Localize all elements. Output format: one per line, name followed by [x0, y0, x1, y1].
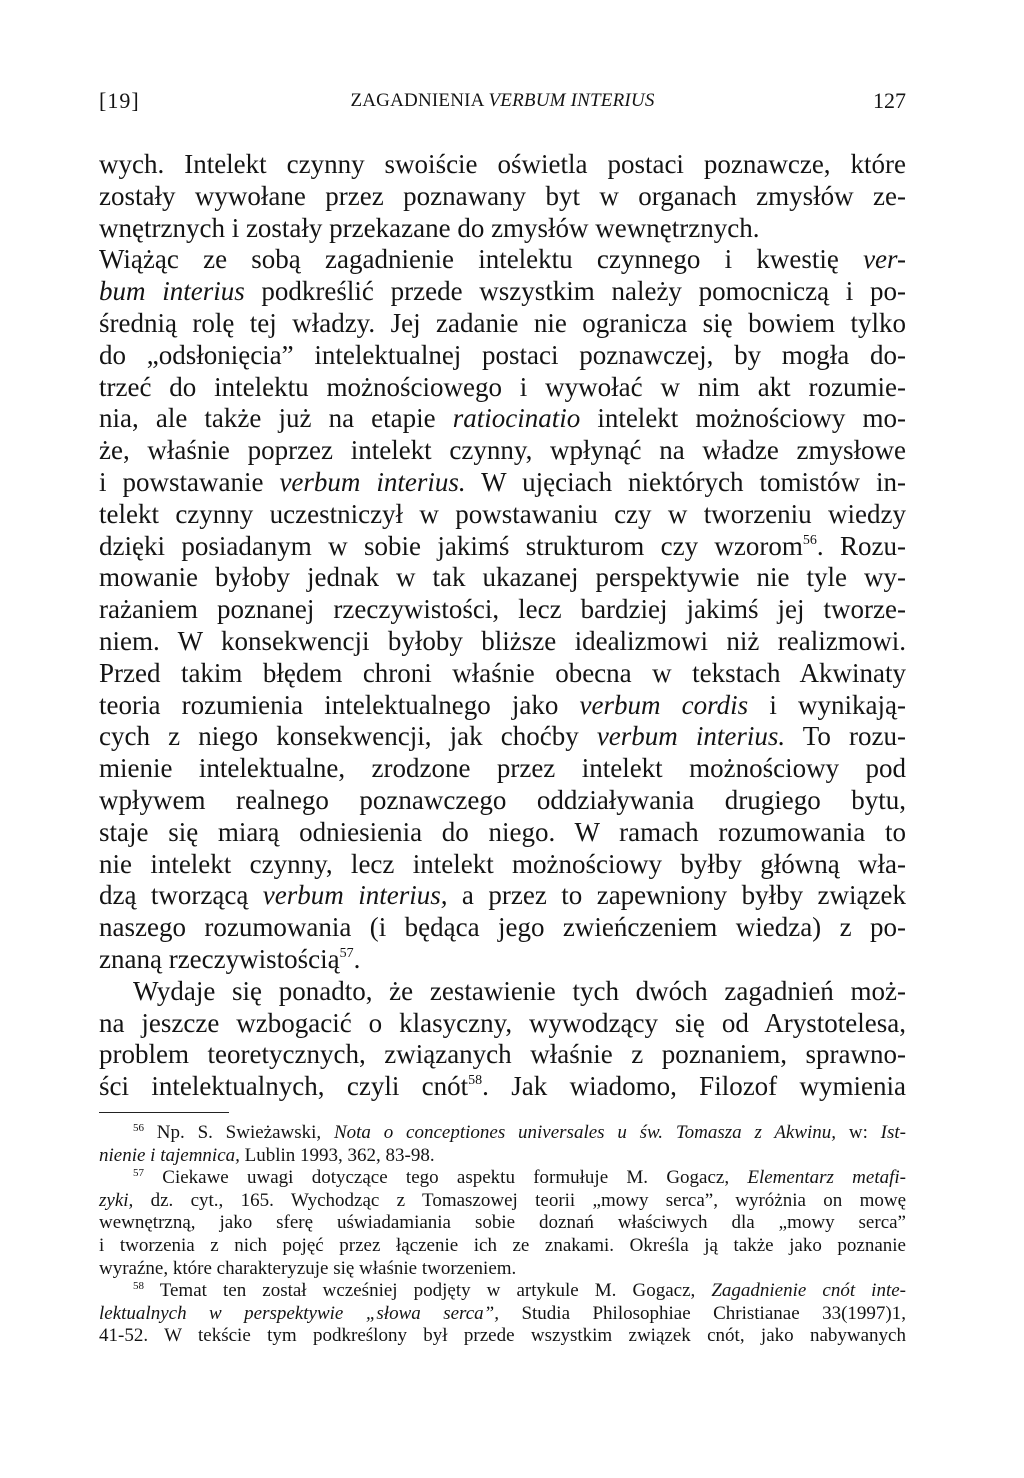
footnote-marker: 58 — [133, 1280, 144, 1293]
text-segment: Temat ten został wcześniej podjęty w artykule M. Gogacz, — [144, 1280, 712, 1302]
text-segment: nia, ale także już na etapie — [99, 403, 453, 434]
text-line — [99, 562, 906, 594]
text-line — [99, 403, 906, 435]
text-segment: cych z niego konsekwencji, jak choćby — [99, 721, 597, 752]
text-line — [99, 785, 906, 817]
text-line — [99, 1071, 906, 1103]
text-segment: wpływem realnego poznawczego oddziaływania drugiego bytu, — [99, 784, 906, 815]
text-segment: ści intelektualnych, czyli cnót — [99, 1071, 469, 1102]
text-line — [99, 721, 906, 753]
text-line — [99, 880, 906, 912]
text-segment: i wynikają- — [748, 689, 906, 720]
italic-text: Ist- — [880, 1122, 906, 1143]
text-segment: mowanie byłoby jednak w tak ukazanej perspektywie nie tyle wy- — [99, 562, 906, 593]
text-line — [99, 340, 906, 372]
text-segment: zostały wywołane przez poznawany byt w organach zmysłów ze- — [99, 180, 906, 211]
text-segment: znaną rzeczywistością — [99, 943, 340, 974]
text-segment: W ujęciach niektórych tomistów in- — [465, 466, 906, 497]
footnote-separator — [99, 1112, 229, 1113]
footnote-line — [99, 1258, 906, 1281]
text-line — [99, 753, 906, 785]
text-segment: dzą tworzącą — [99, 880, 263, 911]
text-segment: 41-52. W tekście tym podkreślony był przede wszystkim związek cnót, jako nabywanych — [99, 1325, 906, 1347]
footnote-marker: 58 — [468, 1073, 483, 1089]
text-line — [99, 213, 906, 245]
text-line — [99, 531, 906, 563]
text-segment: Np. S. Swieżawski, — [144, 1122, 334, 1143]
text-line — [99, 499, 906, 531]
text-segment: w: — [836, 1122, 881, 1143]
text-line — [99, 1039, 906, 1071]
text-line — [99, 849, 906, 881]
footnote-line — [99, 1303, 906, 1326]
text-segment: dzięki posiadanym w sobie jakimś strukturom czy wzorom — [99, 530, 803, 561]
footnote-line — [99, 1167, 906, 1190]
italic-text: verbum cordis — [579, 689, 749, 720]
text-segment: wyraźne, które charakteryzuje się właśnie tworzeniem. — [99, 1257, 517, 1279]
footnote-line — [99, 1122, 906, 1145]
text-line — [99, 244, 906, 276]
text-segment: średnią rolę tej władzy. Jej zadanie nie ogranicza się bowiem tylko — [99, 307, 906, 338]
text-segment: dz. cyt., 165. Wychodząc z Tomaszowej teorii „mowy serca”, wyróżnia on mowę — [133, 1189, 906, 1211]
text-line — [99, 1008, 906, 1040]
page-number: 127 — [873, 88, 906, 113]
text-segment: teoria rozumienia intelektualnego jako — [99, 689, 580, 720]
running-header — [99, 88, 906, 124]
footnote-line — [99, 1145, 906, 1168]
text-line — [99, 181, 906, 213]
text-line — [99, 912, 906, 944]
text-segment: mienie intelektualne, zrodzone przez intelekt możnościowy pod — [99, 753, 906, 784]
text-segment: staje się miarą odniesienia do niego. W ramach rozumowania to — [99, 816, 906, 847]
text-line — [99, 308, 906, 340]
text-line — [99, 276, 906, 308]
text-segment: Studia Philosophiae Christianae 33(1997)1, — [498, 1302, 907, 1324]
text-segment: do „odsłonięcia” intelektualnej postaci poznawczej, by mogła do- — [99, 339, 906, 370]
footnote-line — [99, 1235, 906, 1258]
footnote-marker: 56 — [802, 532, 817, 548]
text-line — [99, 149, 906, 181]
text-segment: Lublin 1993, 362, 83-98. — [239, 1144, 435, 1166]
text-segment: wewnętrzną, jako sferę uświadamiania sobie doznań właściwych dla „mowy serca” — [99, 1212, 906, 1234]
text-segment: że, właśnie poprzez intelekt czynny, wpłynąć na władze zmysłowe — [99, 435, 906, 466]
text-segment: . — [353, 943, 361, 974]
text-segment: Wydaje się ponadto, że zestawienie tych dwóch zagadnień moż- — [133, 975, 906, 1006]
text-line — [99, 626, 906, 658]
text-line — [99, 817, 906, 849]
page-reference: [19] — [99, 88, 140, 113]
text-line — [99, 467, 906, 499]
footnote-line — [99, 1280, 906, 1303]
footnote-marker: 57 — [133, 1167, 144, 1180]
text-segment: To rozu- — [785, 721, 906, 752]
text-segment: a przez to zapewniony byłby związek — [447, 880, 906, 911]
footnote-line — [99, 1325, 906, 1348]
text-segment: . Jak wiadomo, Filozof wymienia — [482, 1071, 906, 1102]
italic-text: nienie i tajemnica, — [99, 1144, 240, 1166]
running-title-italic: VERBUM INTERIUS — [488, 90, 655, 111]
text-segment: niem. W konsekwencji byłoby bliższe idealizmowi niż realizmowi. — [99, 625, 906, 656]
footnotes — [99, 1122, 906, 1348]
running-title — [99, 90, 906, 112]
running-title-plain: ZAGADNIENIA — [350, 90, 489, 111]
main-text — [99, 149, 906, 1103]
text-segment: Ciekawe uwagi dotyczące tego aspektu formułuje M. Gogacz, — [144, 1167, 748, 1189]
text-segment: i powstawanie — [99, 466, 280, 497]
italic-text: verbum interius, — [262, 880, 448, 911]
text-segment: na jeszcze wzbogacić o klasyczny, wywodzący się od Arystotelesa, — [99, 1007, 906, 1038]
italic-text: bum interius — [99, 276, 245, 307]
text-segment: nie intelekt czynny, lecz intelekt możnościowy byłby główną wła- — [99, 848, 906, 879]
italic-text: verbum interius. — [596, 721, 786, 752]
italic-text: ratiocinatio — [452, 403, 581, 434]
italic-text: Zagadnienie cnót inte- — [711, 1280, 906, 1302]
italic-text: lektualnych w perspektywie „słowa serca”, — [99, 1302, 499, 1324]
text-line — [99, 658, 906, 690]
text-line — [99, 594, 906, 626]
footnote-line — [99, 1190, 906, 1213]
text-segment: telekt czynny uczestniczył w powstawaniu czy w tworzeniu wiedzy — [99, 498, 906, 529]
text-line — [99, 372, 906, 404]
footnote-marker: 57 — [339, 945, 354, 961]
text-segment: intelekt możnościowy mo- — [580, 403, 906, 434]
text-line — [99, 944, 906, 976]
text-line — [99, 976, 906, 1008]
text-segment: Przed takim błędem chroni właśnie obecna w tekstach Akwinaty — [99, 657, 906, 688]
italic-text: Nota o conceptiones universales u św. Tomasza z Akwinu, — [333, 1122, 837, 1143]
text-segment: problem teoretycznych, związanych właśnie z poznaniem, sprawno- — [99, 1039, 906, 1070]
italic-text: zyki, — [99, 1189, 134, 1211]
text-segment: wnętrznych i zostały przekazane do zmysłów wewnętrznych. — [99, 212, 760, 243]
text-segment: podkreślić przede wszystkim należy pomocniczą i po- — [244, 276, 906, 307]
text-segment: Wiążąc ze sobą zagadnienie intelektu czynnego i kwestię — [99, 244, 864, 275]
italic-text: Elementarz metafi- — [747, 1167, 906, 1189]
italic-text: ver- — [863, 244, 906, 275]
text-segment: i tworzenia z nich pojęć przez łączenie ich ze znakami. Określa ją także jako poznanie — [99, 1234, 906, 1256]
footnote-marker: 56 — [133, 1122, 144, 1134]
text-line — [99, 435, 906, 467]
italic-text: verbum interius. — [279, 466, 466, 497]
text-line — [99, 690, 906, 722]
text-segment: wych. Intelekt czynny swoiście oświetla postaci poznawcze, które — [99, 149, 906, 179]
text-segment: naszego rozumowania (i będąca jego zwieńczeniem wiedza) z po- — [99, 912, 906, 943]
text-segment: trzeć do intelektu możnościowego i wywołać w nim akt rozumie- — [99, 371, 906, 402]
text-segment: . Rozu- — [816, 530, 907, 561]
footnote-line — [99, 1212, 906, 1235]
text-segment: rażaniem poznanej rzeczywistości, lecz bardziej jakimś jej tworze- — [99, 594, 906, 625]
